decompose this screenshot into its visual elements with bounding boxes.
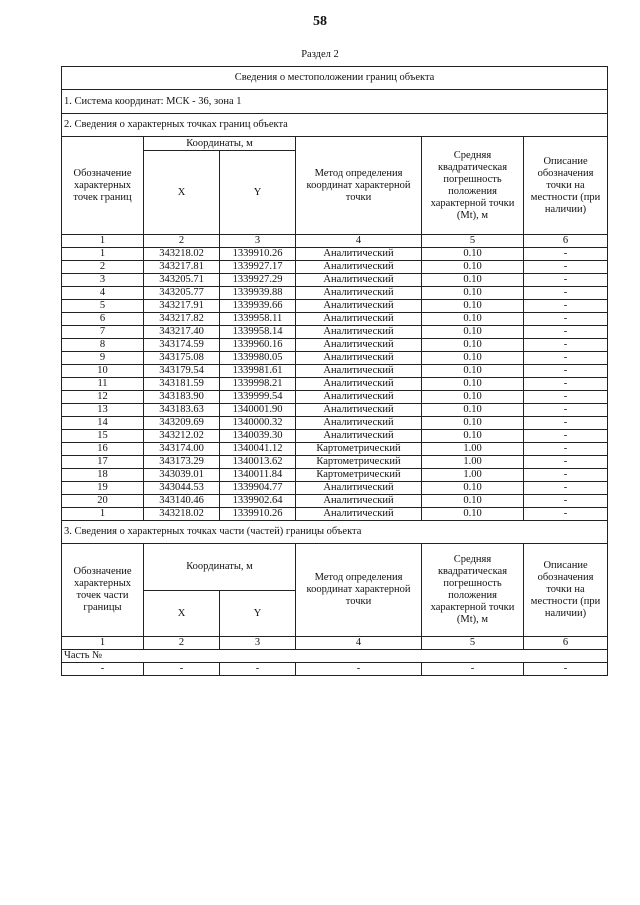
column-number: 5 (422, 637, 524, 650)
column-number: 6 (524, 637, 608, 650)
method-cell: Картометрический (296, 469, 422, 482)
y-coordinate-cell: 1339910.26 (220, 248, 296, 261)
point-cell: 14 (62, 417, 144, 430)
y-coordinate-cell: 1340013.62 (220, 456, 296, 469)
x-coordinate-cell: 343175.08 (144, 352, 220, 365)
y-coordinate-cell: 1340001.90 (220, 404, 296, 417)
point-cell: 19 (62, 482, 144, 495)
description-cell: - (524, 248, 608, 261)
method-cell: Аналитический (296, 300, 422, 313)
y-coordinate-cell: 1339939.66 (220, 300, 296, 313)
point-cell: 3 (62, 274, 144, 287)
header-x: X (144, 151, 220, 235)
column-numbers-row (62, 235, 608, 248)
header-method: Метод определения координат характерной точки (296, 137, 422, 235)
description-cell: - (524, 508, 608, 521)
x-coordinate-cell: 343217.40 (144, 326, 220, 339)
point-cell: 9 (62, 352, 144, 365)
y-coordinate-cell: 1340039.30 (220, 430, 296, 443)
point-cell: 15 (62, 430, 144, 443)
y-coordinate-cell: 1339927.17 (220, 261, 296, 274)
error-cell: 0.10 (422, 417, 524, 430)
method-cell: Аналитический (296, 261, 422, 274)
point-cell: 2 (62, 261, 144, 274)
x-coordinate-cell: 343205.71 (144, 274, 220, 287)
table-row (62, 326, 608, 339)
table-row (62, 417, 608, 430)
empty-cell: - (524, 663, 608, 676)
y-coordinate-cell: 1339939.88 (220, 287, 296, 300)
y-coordinate-cell: 1339904.77 (220, 482, 296, 495)
table-row (62, 469, 608, 482)
header-method-part: Метод определения координат характерной точки (296, 544, 422, 637)
description-cell: - (524, 261, 608, 274)
x-coordinate-cell: 343174.59 (144, 339, 220, 352)
error-cell: 0.10 (422, 495, 524, 508)
y-coordinate-cell: 1339910.26 (220, 508, 296, 521)
table-row (62, 352, 608, 365)
error-cell: 0.10 (422, 287, 524, 300)
method-cell: Аналитический (296, 508, 422, 521)
y-coordinate-cell: 1339998.21 (220, 378, 296, 391)
header-description: Описание обозначения точки на местности (при наличии) (524, 137, 608, 235)
header-description-part: Описание обозначения точки на местности (при наличии) (524, 544, 608, 637)
method-cell: Аналитический (296, 482, 422, 495)
point-cell: 13 (62, 404, 144, 417)
x-coordinate-cell: 343217.81 (144, 261, 220, 274)
empty-cell: - (62, 663, 144, 676)
method-cell: Аналитический (296, 313, 422, 326)
method-cell: Аналитический (296, 404, 422, 417)
method-cell: Аналитический (296, 274, 422, 287)
method-cell: Аналитический (296, 287, 422, 300)
header-coords-part: Координаты, м (144, 544, 296, 591)
error-cell: 0.10 (422, 274, 524, 287)
description-cell: - (524, 287, 608, 300)
method-cell: Аналитический (296, 339, 422, 352)
part-label: Часть № (62, 650, 608, 663)
x-coordinate-cell: 343140.46 (144, 495, 220, 508)
table-row (62, 313, 608, 326)
error-cell: 0.10 (422, 482, 524, 495)
error-cell: 0.10 (422, 391, 524, 404)
point-cell: 12 (62, 391, 144, 404)
x-coordinate-cell: 343218.02 (144, 248, 220, 261)
error-cell: 1.00 (422, 443, 524, 456)
method-cell: Аналитический (296, 248, 422, 261)
description-cell: - (524, 430, 608, 443)
description-cell: - (524, 339, 608, 352)
table-row (62, 339, 608, 352)
table-row (62, 456, 608, 469)
x-coordinate-cell: 343205.77 (144, 287, 220, 300)
description-cell: - (524, 443, 608, 456)
point-cell: 11 (62, 378, 144, 391)
x-coordinate-cell: 343181.59 (144, 378, 220, 391)
description-cell: - (524, 326, 608, 339)
column-number: 3 (220, 235, 296, 248)
empty-cell: - (296, 663, 422, 676)
description-cell: - (524, 274, 608, 287)
x-coordinate-cell: 343183.63 (144, 404, 220, 417)
description-cell: - (524, 313, 608, 326)
table-title: Сведения о местоположении границ объекта (62, 67, 608, 90)
column-number: 6 (524, 235, 608, 248)
y-coordinate-cell: 1339958.11 (220, 313, 296, 326)
y-coordinate-cell: 1340011.84 (220, 469, 296, 482)
column-number: 4 (296, 235, 422, 248)
coordinate-system: 1. Система координат: МСК - 36, зона 1 (62, 90, 608, 114)
description-cell: - (524, 456, 608, 469)
description-cell: - (524, 469, 608, 482)
description-cell: - (524, 417, 608, 430)
table-row (62, 495, 608, 508)
x-coordinate-cell: 343039.01 (144, 469, 220, 482)
error-cell: 0.10 (422, 248, 524, 261)
column-number: 1 (62, 235, 144, 248)
column-number: 5 (422, 235, 524, 248)
method-cell: Аналитический (296, 352, 422, 365)
method-cell: Аналитический (296, 326, 422, 339)
table-row (62, 274, 608, 287)
column-number: 2 (144, 637, 220, 650)
point-cell: 17 (62, 456, 144, 469)
error-cell: 0.10 (422, 300, 524, 313)
point-cell: 10 (62, 365, 144, 378)
point-cell: 1 (62, 508, 144, 521)
header-error-part: Средняя квадратическая погрешность положения характерной точки (Mt), м (422, 544, 524, 637)
y-coordinate-cell: 1340000.32 (220, 417, 296, 430)
column-number: 3 (220, 637, 296, 650)
method-cell: Картометрический (296, 443, 422, 456)
description-cell: - (524, 352, 608, 365)
error-cell: 1.00 (422, 456, 524, 469)
error-cell: 0.10 (422, 352, 524, 365)
method-cell: Аналитический (296, 417, 422, 430)
error-cell: 0.10 (422, 339, 524, 352)
point-cell: 7 (62, 326, 144, 339)
error-cell: 0.10 (422, 378, 524, 391)
table-row (62, 443, 608, 456)
y-coordinate-cell: 1339980.05 (220, 352, 296, 365)
point-cell: 8 (62, 339, 144, 352)
error-cell: 0.10 (422, 326, 524, 339)
column-number: 2 (144, 235, 220, 248)
x-coordinate-cell: 343174.00 (144, 443, 220, 456)
header-y: Y (220, 151, 296, 235)
column-number: 4 (296, 637, 422, 650)
error-cell: 0.10 (422, 404, 524, 417)
x-coordinate-cell: 343217.91 (144, 300, 220, 313)
x-coordinate-cell: 343212.02 (144, 430, 220, 443)
header-designation-part: Обозначение характерных точек части границы (62, 544, 144, 637)
table-row (62, 663, 608, 676)
method-cell: Картометрический (296, 456, 422, 469)
section3-title: 3. Сведения о характерных точках части (частей) границы объекта (62, 521, 608, 544)
error-cell: 0.10 (422, 313, 524, 326)
table-row (62, 300, 608, 313)
description-cell: - (524, 300, 608, 313)
y-coordinate-cell: 1339902.64 (220, 495, 296, 508)
method-cell: Аналитический (296, 391, 422, 404)
method-cell: Аналитический (296, 378, 422, 391)
empty-cell: - (422, 663, 524, 676)
header-error: Средняя квадратическая погрешность положения характерной точки (Mt), м (422, 137, 524, 235)
section2-title: 2. Сведения о характерных точках границ объекта (62, 114, 608, 137)
x-coordinate-cell: 343173.29 (144, 456, 220, 469)
table-row (62, 287, 608, 300)
table-row (62, 508, 608, 521)
table-row (62, 248, 608, 261)
point-cell: 18 (62, 469, 144, 482)
y-coordinate-cell: 1339981.61 (220, 365, 296, 378)
error-cell: 0.10 (422, 365, 524, 378)
header-coords: Координаты, м (144, 137, 296, 151)
header-designation: Обозначение характерных точек границ (62, 137, 144, 235)
empty-cell: - (144, 663, 220, 676)
description-cell: - (524, 391, 608, 404)
page-number: 58 (313, 14, 327, 29)
x-coordinate-cell: 343209.69 (144, 417, 220, 430)
table-row (62, 378, 608, 391)
section-label: Раздел 2 (301, 49, 339, 60)
error-cell: 0.10 (422, 430, 524, 443)
y-coordinate-cell: 1339960.16 (220, 339, 296, 352)
x-coordinate-cell: 343217.82 (144, 313, 220, 326)
description-cell: - (524, 495, 608, 508)
header-y-part: Y (220, 591, 296, 637)
point-cell: 4 (62, 287, 144, 300)
empty-cell: - (220, 663, 296, 676)
table-row (62, 391, 608, 404)
x-coordinate-cell: 343179.54 (144, 365, 220, 378)
point-cell: 5 (62, 300, 144, 313)
point-cell: 6 (62, 313, 144, 326)
x-coordinate-cell: 343183.90 (144, 391, 220, 404)
method-cell: Аналитический (296, 495, 422, 508)
description-cell: - (524, 365, 608, 378)
description-cell: - (524, 378, 608, 391)
point-cell: 20 (62, 495, 144, 508)
table-row (62, 482, 608, 495)
error-cell: 0.10 (422, 261, 524, 274)
table-row (62, 365, 608, 378)
column-number: 1 (62, 637, 144, 650)
point-cell: 1 (62, 248, 144, 261)
method-cell: Аналитический (296, 430, 422, 443)
error-cell: 1.00 (422, 469, 524, 482)
method-cell: Аналитический (296, 365, 422, 378)
point-cell: 16 (62, 443, 144, 456)
table-row (62, 261, 608, 274)
table-row (62, 404, 608, 417)
x-coordinate-cell: 343044.53 (144, 482, 220, 495)
description-cell: - (524, 482, 608, 495)
description-cell: - (524, 404, 608, 417)
error-cell: 0.10 (422, 508, 524, 521)
table-row (62, 430, 608, 443)
header-x-part: X (144, 591, 220, 637)
x-coordinate-cell: 343218.02 (144, 508, 220, 521)
y-coordinate-cell: 1339927.29 (220, 274, 296, 287)
y-coordinate-cell: 1340041.12 (220, 443, 296, 456)
y-coordinate-cell: 1339958.14 (220, 326, 296, 339)
column-numbers-row-part (62, 637, 608, 650)
boundary-table (61, 66, 608, 676)
y-coordinate-cell: 1339999.54 (220, 391, 296, 404)
